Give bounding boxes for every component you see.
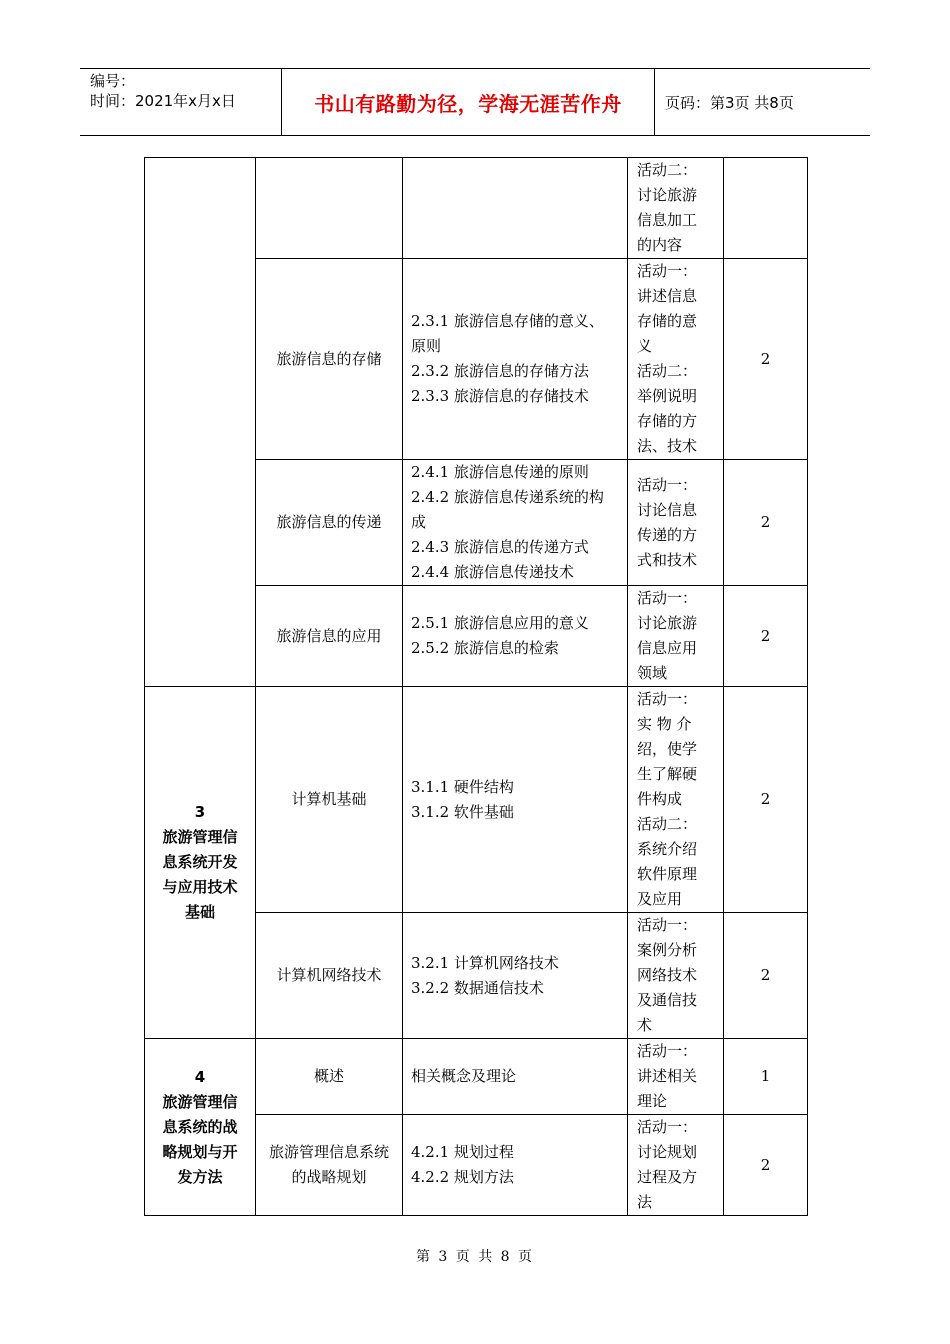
table-row bbox=[145, 158, 808, 259]
table-row bbox=[145, 687, 808, 913]
activity-cell: 活动一： 实 物 介 绍，使学 生了解硬 件构成 活动二： 系统介绍 软件原理 及应用 bbox=[628, 687, 724, 913]
topic-cell: 计算机基础 bbox=[256, 687, 403, 913]
activity-cell: 活动一： 案例分析 网络技术 及通信技 术 bbox=[628, 913, 724, 1039]
topic-cell: 旅游信息的传递 bbox=[256, 460, 403, 586]
hours-cell: 2 bbox=[724, 687, 808, 913]
content-cell bbox=[403, 158, 628, 259]
content-cell: 2.3.1 旅游信息存储的意义、 原则 2.3.2 旅游信息的存储方法 2.3.3 旅游信息的存储技术 bbox=[403, 259, 628, 460]
activity-cell: 活动一： 讨论规划 过程及方 法 bbox=[628, 1115, 724, 1216]
content-cell: 3.2.1 计算机网络技术 3.2.2 数据通信技术 bbox=[403, 913, 628, 1039]
table-row bbox=[145, 1039, 808, 1115]
header-meta bbox=[80, 69, 282, 135]
activity-cell: 活动二： 讨论旅游 信息加工 的内容 bbox=[628, 158, 724, 259]
content-cell: 2.5.1 旅游信息应用的意义 2.5.2 旅游信息的检索 bbox=[403, 586, 628, 687]
content-cell: 4.2.1 规划过程 4.2.2 规划方法 bbox=[403, 1115, 628, 1216]
hours-cell: 2 bbox=[724, 913, 808, 1039]
hours-cell: 2 bbox=[724, 1115, 808, 1216]
unit-cell-2 bbox=[145, 158, 256, 687]
topic-cell: 旅游信息的应用 bbox=[256, 586, 403, 687]
hours-cell: 2 bbox=[724, 259, 808, 460]
page-header bbox=[80, 68, 870, 136]
topic-cell bbox=[256, 158, 403, 259]
hours-cell: 2 bbox=[724, 460, 808, 586]
content-cell: 3.1.1 硬件结构 3.1.2 软件基础 bbox=[403, 687, 628, 913]
activity-cell: 活动一： 讲述信息 存储的意 义 活动二： 举例说明 存储的方 法、技术 bbox=[628, 259, 724, 460]
activity-cell: 活动一： 讨论信息 传递的方 式和技术 bbox=[628, 460, 724, 586]
topic-cell: 计算机网络技术 bbox=[256, 913, 403, 1039]
content-cell: 相关概念及理论 bbox=[403, 1039, 628, 1115]
activity-cell: 活动一： 讨论旅游 信息应用 领域 bbox=[628, 586, 724, 687]
page-footer: 第 3 页 共 8 页 bbox=[415, 1249, 535, 1265]
hours-cell bbox=[724, 158, 808, 259]
hours-cell: 1 bbox=[724, 1039, 808, 1115]
unit-cell-3: 3 旅游管理信 息系统开发 与应用技术 基础 bbox=[145, 687, 256, 1039]
content-cell: 2.4.1 旅游信息传递的原则 2.4.2 旅游信息传递系统的构 成 2.4.3 旅游信息的传递方式 2.4.4 旅游信息传递技术 bbox=[403, 460, 628, 586]
unit-cell-4: 4 旅游管理信 息系统的战 略规划与开 发方法 bbox=[145, 1039, 256, 1216]
course-schedule-table bbox=[144, 157, 808, 1216]
date-label: 时间：2021年x月x日 bbox=[90, 92, 236, 110]
topic-cell: 旅游管理信息系统的战略规划 bbox=[256, 1115, 403, 1216]
hours-cell: 2 bbox=[724, 586, 808, 687]
topic-cell: 旅游信息的存储 bbox=[256, 259, 403, 460]
activity-cell: 活动一： 讲述相关 理论 bbox=[628, 1039, 724, 1115]
topic-cell: 概述 bbox=[256, 1039, 403, 1115]
number-label: 编号： bbox=[90, 72, 136, 90]
header-page-number: 页码：第3页 共8页 bbox=[665, 93, 794, 112]
header-motto: 书山有路勤为径，学海无涯苦作舟 bbox=[282, 69, 655, 135]
